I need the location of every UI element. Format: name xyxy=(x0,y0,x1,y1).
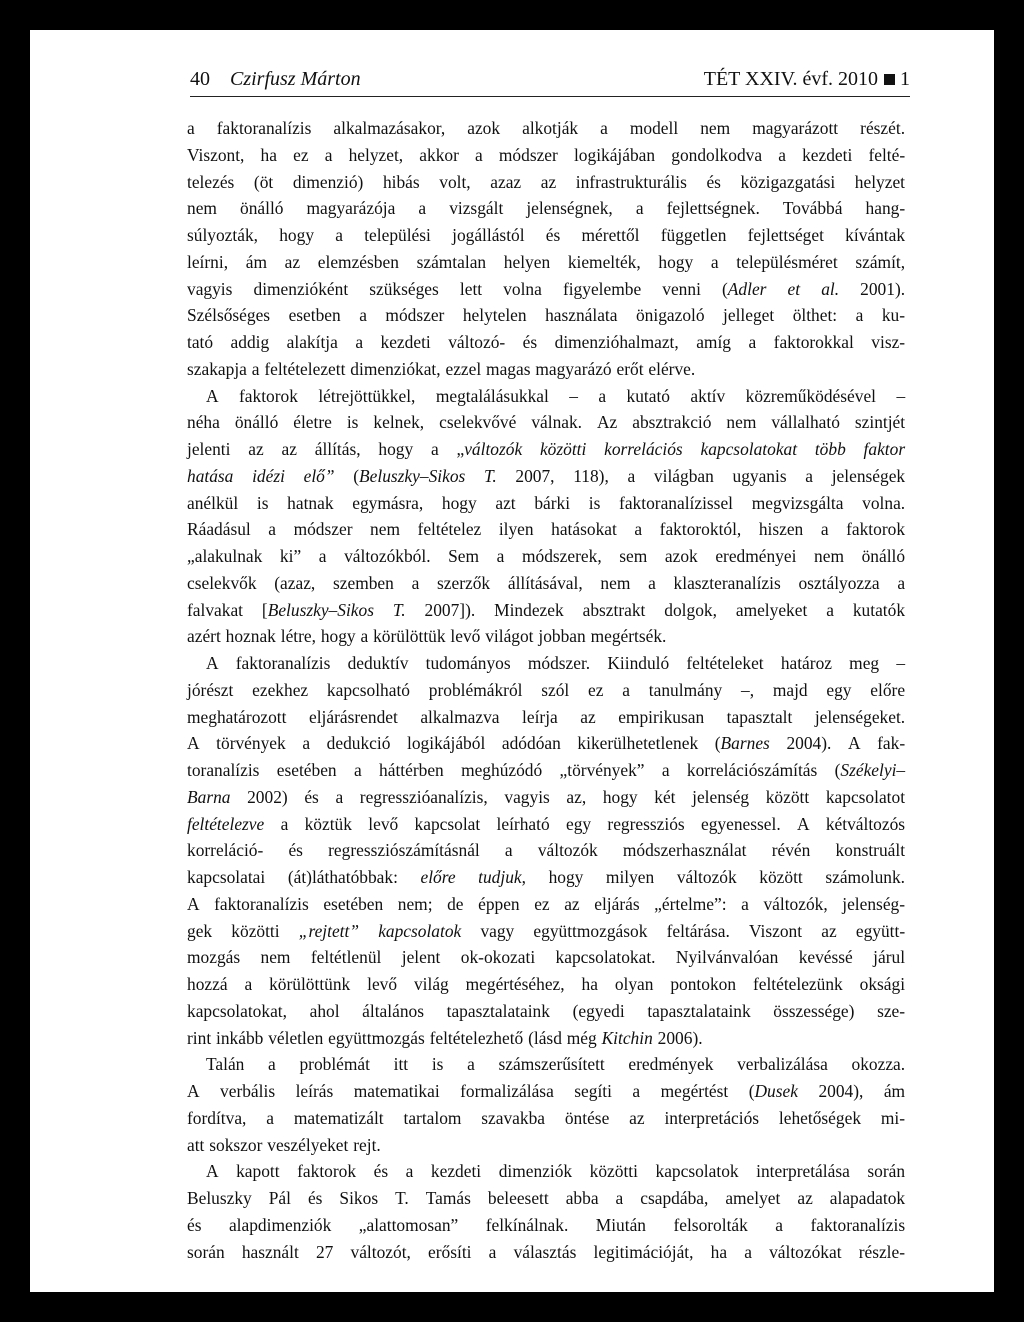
text-line: „alakulnak ki” a változókból. Sem a módszerek, sem azok eredményei nem önálló xyxy=(187,546,906,566)
page-number: 40 xyxy=(190,68,210,90)
text-line: meghatározott eljárásrendet alkalmazva leírja az empirikusan tapasztalt jelenségeket. xyxy=(187,706,906,727)
text-line: A törvények a dedukció logikájából adódóan kikerülhetetlenek (Barnes 2004). A fak- xyxy=(187,733,906,754)
text-line: Beluszky Pál és Sikos T. Tamás beleesett abba a csapdába, amelyet az alapadatok xyxy=(187,1188,906,1208)
text-line: cselekvők (azaz, szemben a szerzők állításával, nem a klaszteranalízis osztályozza a xyxy=(187,572,906,593)
text-line: kapcsolatai (át)láthatóbbak: előre tudjuk, hogy milyen változók között számolunk. xyxy=(187,867,906,887)
text-line: telezés (öt dimenzió) hibás volt, azaz az infrastrukturális és közigazgatási helyzet xyxy=(187,171,905,192)
author-name: Czirfusz Márton xyxy=(230,68,361,90)
text-line: Talán a problémát itt is a számszerűsített eredmények verbalizálása okozza. xyxy=(206,1054,906,1075)
text-line: jórészt ezekhez kapcsolható problémákról szól ez a tanulmány –, majd egy előre xyxy=(187,679,906,700)
text-line: és alapdimenziók „alattomosan” felkínálnak. Miután felsorolták a faktoranalízis xyxy=(187,1214,906,1235)
body-text xyxy=(187,115,910,1265)
text-line: tató addig alakítja a kezdeti változó- és dimenzióhalmazt, amíg a faktorokkal visz- xyxy=(187,332,906,352)
text-line: Viszont, ha ez a helyzet, akkor a módszer logikájában gondolkodva a kezdeti felté- xyxy=(187,144,906,165)
text-line: A faktoranalízis deduktív tudományos módszer. Kiinduló feltételeket határoz meg – xyxy=(206,653,906,673)
text-line: feltételezve a köztük levő kapcsolat leírható egy regressziós egyenessel. A kétváltozós xyxy=(187,813,906,834)
text-line: mozgás nem feltétlenül jelent ok-okozati kapcsolatokat. Nyilvánvalóan kevéssé járul xyxy=(187,947,906,968)
text-line: rint inkább véletlen együttmozgás feltételezhető (lásd még Kitchin 2006). xyxy=(187,1027,703,1048)
text-line: jelenti az az állítás, hogy a „változók közötti korrelációs kapcsolatokat több faktor xyxy=(187,439,906,459)
text-line: falvakat [Beluszky–Sikos T. 2007]). Mindezek absztrakt dolgok, amelyeket a kutatók xyxy=(187,599,906,620)
journal-info xyxy=(704,68,910,91)
square-separator-icon xyxy=(884,74,895,85)
text-line: Szélsőséges esetben a módszer helytelen használata önigazoló jelleget ölthet: a ku- xyxy=(187,305,906,326)
text-line: A faktoranalízis esetében nem; de éppen ez az eljárás „értelme”: a változók, jelenség- xyxy=(187,893,906,914)
text-line: fordítva, a matematizált tartalom szavakba öntése az interpretációs lehetőségek mi- xyxy=(187,1107,906,1128)
text-line: kapcsolatokat, ahol általános tapasztalataink (egyedi tapasztalataink összessége) sze- xyxy=(187,1000,906,1021)
text-line: Ráadásul a módszer nem feltételez ilyen hatásokat a faktoroktól, hiszen a faktorok xyxy=(187,519,906,540)
issue-number: 1 xyxy=(900,68,910,90)
text-line: azért hoznak létre, hogy a körülöttük levő világot jobban megértsék. xyxy=(187,626,667,647)
header-rule xyxy=(190,96,910,97)
text-line: súlyozták, hogy a települési jogállástól és mérettől független fejlettséget kívántak xyxy=(187,225,906,245)
text-line: nem önálló magyarázója a vizsgált jelenségnek, a fejlettségnek. Továbbá hang- xyxy=(187,198,906,219)
text-line: gek közötti „rejtett” kapcsolatok vagy együttmozgások feltárása. Viszont az együtt- xyxy=(187,920,906,941)
text-line: A kapott faktorok és a kezdeti dimenziók közötti kapcsolatok interpretálása során xyxy=(206,1161,906,1182)
text-line: korreláció- és regressziószámításnál a változók módszerhasználat révén konstruált xyxy=(187,840,906,861)
text-line: néha önálló életre is kelnek, cselekvővé válnak. Az absztrakció nem vállalható szintjét xyxy=(187,412,906,433)
text-line: att sokszor veszélyeket rejt. xyxy=(187,1134,381,1155)
text-line: vagyis dimenzióként szükséges lett volna figyelembe venni (Adler et al. 2001). xyxy=(187,278,906,299)
text-line: hatása idézi elő” (Beluszky–Sikos T. 2007, 118), a világban ugyanis a jelenségek xyxy=(187,465,906,486)
text-line: A faktorok létrejöttükkel, megtalálásukkal – a kutató aktív közreműködésével – xyxy=(206,385,906,406)
text-line: hozzá a körülöttünk levő világ megértéséhez, ha olyan pontokon feltételezünk oksági xyxy=(187,974,906,994)
text-line: A verbális leírás matematikai formalizálása segíti a megértést (Dusek 2004), ám xyxy=(187,1081,906,1101)
text-line: során használt 27 változót, erősíti a választás legitimációját, ha a változókat részle- xyxy=(187,1241,906,1262)
text-line: toranalízis esetében a háttérben meghúzódó „törvények” a korrelációszámítás (Székelyi– xyxy=(187,760,906,780)
text-line: leírni, ám az elemzésben számtalan helyen kiemelték, hogy a településméret számít, xyxy=(187,251,906,272)
running-header xyxy=(190,68,910,94)
text-line: szakapja a feltételezett dimenziókat, ezzel magas magyarázó erőt elérve. xyxy=(187,358,696,379)
text-line: anélkül is hatnak egymásra, hogy azt bárki is faktoranalízissel megvizsgálta volna. xyxy=(187,492,906,513)
text-line: a faktoranalízis alkalmazásakor, azok alkotják a modell nem magyarázott részét. xyxy=(187,118,906,138)
document-page xyxy=(30,30,994,1292)
text-line: Barna 2002) és a regresszióanalízis, vagyis az, hogy két jelenség között kapcsolatot xyxy=(187,786,906,807)
journal-title: TÉT XXIV. évf. 2010 xyxy=(703,68,878,90)
